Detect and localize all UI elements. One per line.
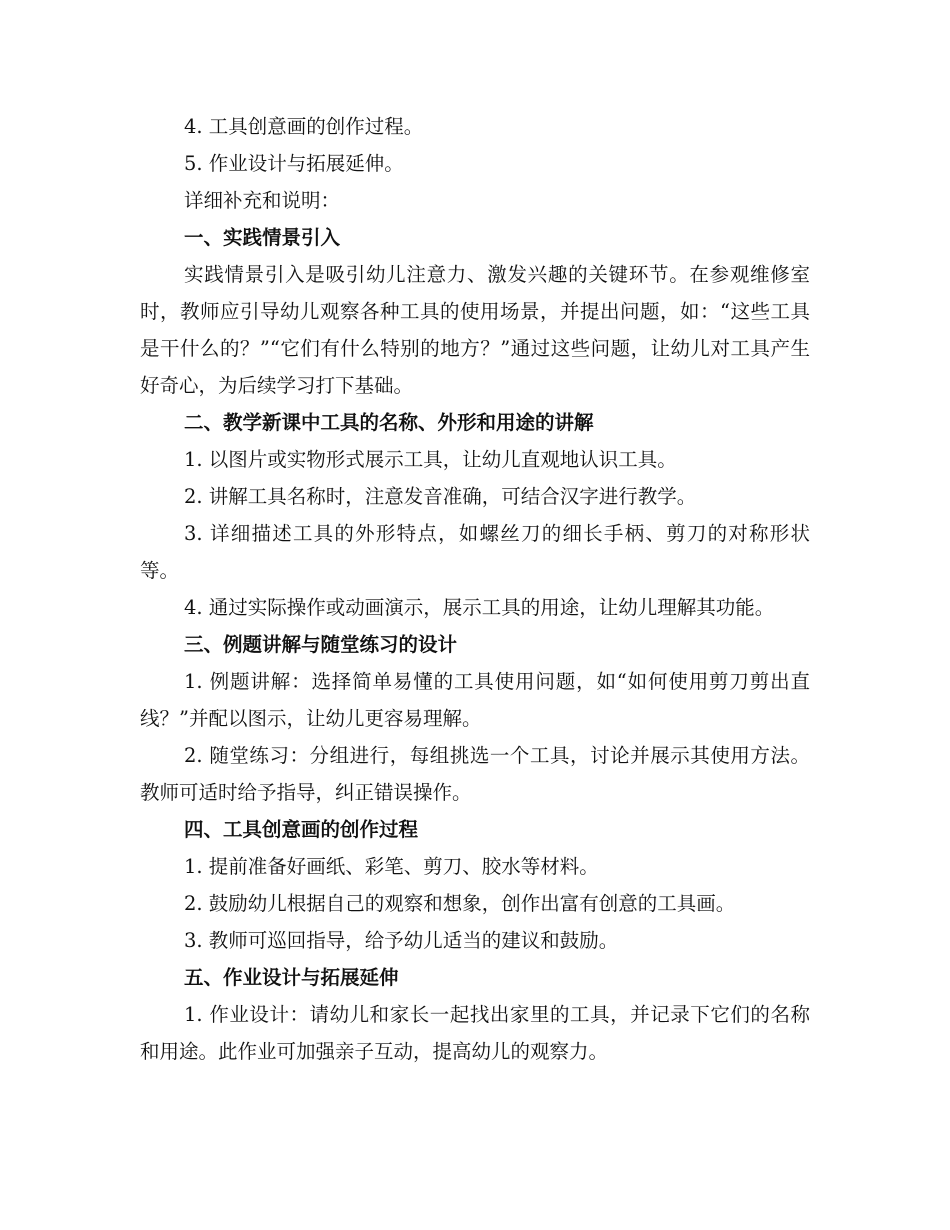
section-paragraph: 2. 随堂练习：分组进行，每组挑选一个工具，讨论并展示其使用方法。教师可适时给予指导，纠正错误操作。 — [140, 744, 810, 804]
section-paragraph: 4. 通过实际操作或动画演示，展示工具的用途，让幼儿理解其功能。 — [184, 596, 775, 619]
section-paragraph: 1. 提前准备好画纸、彩笔、剪刀、胶水等材料。 — [184, 855, 599, 878]
intro-item: 4. 工具创意画的创作过程。 — [184, 115, 424, 138]
section-paragraph: 实践情景引入是吸引幼儿注意力、激发兴趣的关键环节。在参观维修室时，教师应引导幼儿观察各种工具的使用场景，并提出问题，如：“这些工具是干什么的？”“它们有什么特别的地方？”通过这些问题，让幼儿对工具产生好奇心，为后续学习打下基础。 — [140, 263, 810, 397]
section-heading: 一、实践情景引入 — [184, 226, 341, 249]
section-paragraph: 1. 例题讲解：选择简单易懂的工具使用问题，如“如何使用剪刀剪出直线？”并配以图示，让幼儿更容易理解。 — [140, 670, 810, 730]
section-heading: 五、作业设计与拓展延伸 — [184, 966, 399, 989]
supplement-label: 详细补充和说明： — [184, 189, 341, 212]
intro-item: 5. 作业设计与拓展延伸。 — [184, 152, 404, 175]
document-body — [140, 108, 810, 1070]
section-heading: 二、教学新课中工具的名称、外形和用途的讲解 — [184, 411, 594, 434]
section-paragraph: 3. 教师可巡回指导，给予幼儿适当的建议和鼓励。 — [184, 929, 619, 952]
section-paragraph: 3. 详细描述工具的外形特点，如螺丝刀的细长手柄、剪刀的对称形状等。 — [140, 522, 810, 582]
section-paragraph: 1. 以图片或实物形式展示工具，让幼儿直观地认识工具。 — [184, 448, 677, 471]
section-heading: 三、例题讲解与随堂练习的设计 — [184, 633, 458, 656]
section-paragraph: 1. 作业设计：请幼儿和家长一起找出家里的工具，并记录下它们的名称和用途。此作业可加强亲子互动，提高幼儿的观察力。 — [140, 1003, 810, 1063]
section-heading: 四、工具创意画的创作过程 — [184, 818, 419, 841]
section-paragraph: 2. 鼓励幼儿根据自己的观察和想象，创作出富有创意的工具画。 — [184, 892, 736, 915]
section-paragraph: 2. 讲解工具名称时，注意发音准确，可结合汉字进行教学。 — [184, 485, 697, 508]
